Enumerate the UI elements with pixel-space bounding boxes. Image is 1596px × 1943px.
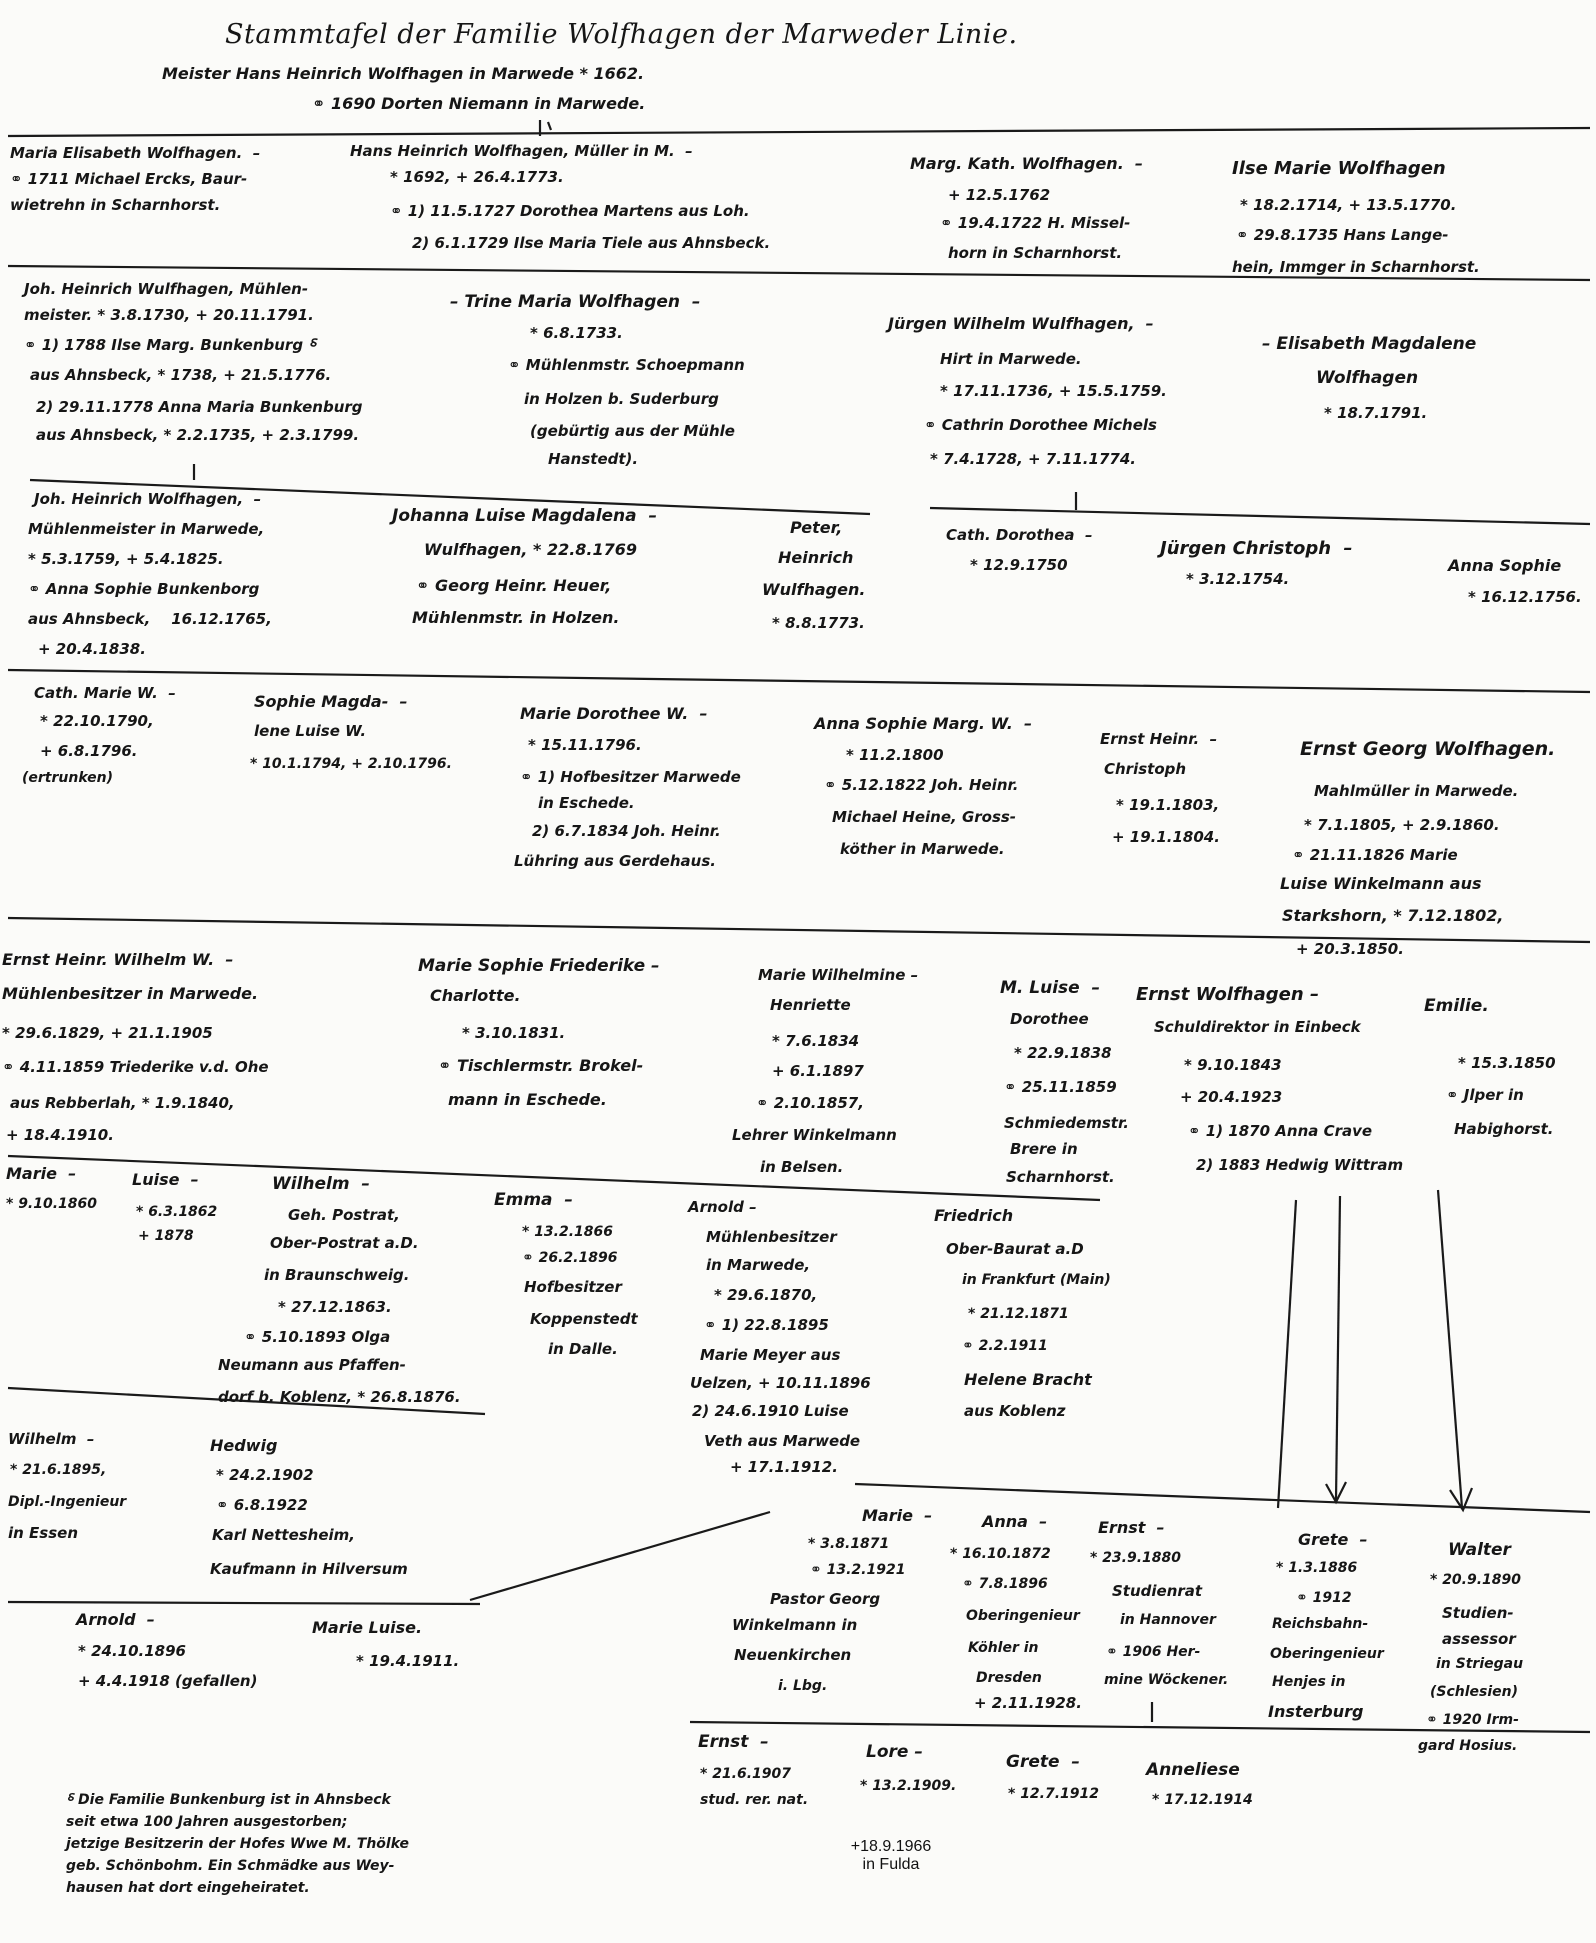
person-name: Lore – [866, 1742, 923, 1762]
person-detail: Mahlmüller in Marwede. [1314, 782, 1519, 800]
person-name: Charlotte. [430, 986, 521, 1005]
person-detail: aus Ahnsbeck, 16.12.1765, [28, 610, 272, 628]
person-detail: * 21.12.1871 [968, 1306, 1069, 1322]
person-detail: Mühlenbesitzer in Marwede. [2, 984, 259, 1003]
person-detail: in Marwede, [706, 1256, 811, 1274]
person-detail: * 9.10.1843 [1184, 1056, 1282, 1074]
person-detail: ⚭ 1906 Her- [1106, 1644, 1201, 1660]
person-detail: Hofbesitzer [524, 1278, 622, 1296]
person-name: Christoph [1104, 760, 1187, 778]
gen2-bar-right [930, 508, 1590, 524]
person-detail: ⚭ 21.11.1826 Marie [1292, 846, 1458, 864]
person-name: Ernst Heinr. Wilhelm W. – [2, 950, 234, 969]
person-name: Emma – [494, 1190, 573, 1210]
person-detail: * 23.9.1880 [1090, 1550, 1182, 1566]
person-name: Marie Luise. [312, 1618, 423, 1637]
person-name: Wolfhagen [1316, 368, 1419, 388]
person-detail: + 17.1.1912. [730, 1458, 838, 1476]
person-detail: ⚭ 1711 Michael Ercks, Baur- [10, 170, 248, 188]
person-detail: Schuldirektor in Einbeck [1154, 1018, 1361, 1036]
person-detail: mine Wöckener. [1104, 1672, 1229, 1688]
person-detail: ⚭ Jlper in [1446, 1086, 1524, 1104]
person-name: Emilie. [1424, 996, 1489, 1016]
person-detail: Studien- [1442, 1604, 1514, 1622]
person-name: Anneliese [1146, 1760, 1240, 1780]
person-detail: * 3.10.1831. [462, 1024, 566, 1042]
person-detail: ⚭ Mühlenmstr. Schoepmann [508, 356, 745, 374]
person-name: – Trine Maria Wolfhagen – [450, 292, 701, 312]
person-detail: + 6.8.1796. [40, 742, 138, 760]
person-detail: Köhler in [968, 1640, 1039, 1656]
person-detail: horn in Scharnhorst. [948, 244, 1123, 262]
person-detail: Neumann aus Pfaffen- [218, 1356, 406, 1374]
person-detail: * 19.1.1803, [1116, 796, 1220, 814]
person-detail: Oberingenieur [966, 1608, 1080, 1624]
person-name: Joh. Heinrich Wulfhagen, Mühlen- [24, 280, 309, 298]
gen3-lower-bar [8, 670, 1590, 692]
person-detail: + 4.4.1918 (gefallen) [78, 1672, 258, 1690]
person-name: Arnold – [688, 1198, 757, 1216]
person-name: Heinrich [778, 548, 854, 567]
footnote-line: geb. Schönbohm. Ein Schmädke aus Wey- [66, 1858, 395, 1874]
person-detail: + 12.5.1762 [948, 186, 1051, 204]
person-detail: * 18.7.1791. [1324, 404, 1428, 422]
person-name: Friedrich [934, 1206, 1014, 1225]
person-name: Dorothee [1010, 1010, 1089, 1028]
person-detail: Wulfhagen, * 22.8.1769 [424, 540, 638, 559]
person-detail: 2) 6.7.1834 Joh. Heinr. [532, 822, 721, 840]
person-detail: mann in Eschede. [448, 1090, 607, 1109]
gen7b-bar [8, 1602, 480, 1604]
gen1-bar [8, 128, 1590, 136]
person-detail: * 1.3.1886 [1276, 1560, 1358, 1576]
person-detail: * 20.9.1890 [1430, 1572, 1522, 1588]
person-detail: * 22.10.1790, [40, 712, 154, 730]
person-detail: assessor [1442, 1630, 1516, 1648]
person-detail: * 13.2.1866 [522, 1224, 614, 1240]
person-name: Ernst Georg Wolfhagen. [1300, 738, 1556, 760]
person-detail: ⚭ 7.8.1896 [962, 1576, 1048, 1592]
person-detail: ⚭ 5.12.1822 Joh. Heinr. [824, 776, 1019, 794]
person-detail: Hanstedt). [548, 450, 639, 468]
person-name: Johanna Luise Magdalena – [392, 506, 657, 526]
person-detail: * 16.10.1872 [950, 1546, 1051, 1562]
person-detail: * 29.6.1829, + 21.1.1905 [2, 1024, 213, 1042]
person-detail: Habighorst. [1454, 1120, 1554, 1138]
person-detail: ⚭ 1920 Irm- [1426, 1712, 1519, 1728]
person-detail: 2) 1883 Hedwig Wittram [1196, 1156, 1404, 1174]
ernst-descendants-arrow-3 [1438, 1190, 1462, 1508]
person-detail: Lühring aus Gerdehaus. [514, 852, 716, 870]
person-detail: * 22.9.1838 [1014, 1044, 1112, 1062]
person-detail: * 27.12.1863. [278, 1298, 392, 1316]
person-detail: Uelzen, + 10.11.1896 [690, 1374, 871, 1392]
person-detail: Mühlenmeister in Marwede, [28, 520, 265, 538]
person-detail: + 20.3.1850. [1296, 940, 1404, 958]
document-title: Stammtafel der Familie Wolfhagen der Marweder Linie. [225, 19, 1018, 50]
small-stroke [548, 122, 551, 130]
person-detail: * 24.2.1902 [216, 1466, 314, 1484]
person-detail: Oberingenieur [1270, 1646, 1384, 1662]
person-detail: * 7.6.1834 [772, 1032, 860, 1050]
person-detail: * 17.11.1736, + 15.5.1759. [940, 382, 1167, 400]
person-detail: Scharnhorst. [1006, 1168, 1115, 1186]
person-detail: ⚭ 1) 1788 Ilse Marg. Bunkenburg ⸹ [24, 336, 316, 354]
person-detail: + 20.4.1923 [1180, 1088, 1283, 1106]
person-detail: + 6.1.1897 [772, 1062, 864, 1080]
person-detail: + 1878 [138, 1228, 194, 1244]
person-name: Ernst – [698, 1732, 769, 1752]
footnote-line: hausen hat dort eingeheiratet. [66, 1880, 310, 1896]
person-detail: Neuenkirchen [734, 1646, 852, 1664]
person-detail: * 12.9.1750 [970, 556, 1068, 574]
person-detail: 2) 6.1.1729 Ilse Maria Tiele aus Ahnsbeck. [412, 234, 771, 252]
person-detail: Dresden [976, 1670, 1042, 1686]
person-detail: in Dalle. [548, 1340, 618, 1358]
person-name: Jürgen Christoph – [1160, 538, 1353, 559]
person-name: Wulfhagen. [762, 580, 866, 599]
person-detail: ⚭ 1) 1870 Anna Crave [1188, 1122, 1373, 1140]
person-detail: ⚭ 1912 [1296, 1590, 1352, 1606]
person-name: Henriette [770, 996, 851, 1014]
person-detail: * 8.8.1773. [772, 614, 865, 632]
person-detail: * 21.6.1907 [700, 1766, 792, 1782]
person-detail: in Striegau [1436, 1656, 1524, 1672]
person-detail: 2) 24.6.1910 Luise [692, 1402, 849, 1420]
person-name: Anna Sophie [1448, 556, 1562, 575]
person-name: Ernst – [1098, 1518, 1165, 1537]
person-detail: + 20.4.1838. [38, 640, 146, 658]
person-detail: Koppenstedt [530, 1310, 638, 1328]
person-detail: ⚭ 6.8.1922 [216, 1496, 308, 1514]
person-detail: * 13.2.1909. [860, 1778, 957, 1794]
person-detail: in Eschede. [538, 794, 635, 812]
person-detail: Michael Heine, Gross- [832, 808, 1017, 826]
footnote-line: jetzige Besitzerin der Hofes Wwe M. Thölke [66, 1836, 410, 1852]
person-detail: * 17.12.1914 [1152, 1792, 1253, 1808]
person-detail: * 6.8.1733. [530, 324, 623, 342]
person-name: Wilhelm – [272, 1174, 370, 1194]
person-detail: in Essen [8, 1524, 78, 1542]
person-detail: ⚭ 2.10.1857, [756, 1094, 864, 1112]
footnote-line: seit etwa 100 Jahren ausgestorben; [66, 1814, 348, 1830]
person-detail: * 5.3.1759, + 5.4.1825. [28, 550, 224, 568]
person-detail: Luise Winkelmann aus [1280, 874, 1482, 893]
person-detail: ⚭ 25.11.1859 [1004, 1078, 1117, 1096]
person-detail: in Belsen. [760, 1158, 844, 1176]
person-name: Grete – [1006, 1752, 1080, 1772]
person-name: Hedwig [210, 1436, 278, 1455]
person-name: Wilhelm – [8, 1430, 95, 1448]
person-detail: in Braunschweig. [264, 1266, 410, 1284]
person-detail: aus Ahnsbeck, * 2.2.1735, + 2.3.1799. [36, 426, 360, 444]
person-detail: * 15.3.1850 [1458, 1054, 1556, 1072]
person-name: Walter [1448, 1540, 1511, 1560]
person-detail: * 29.6.1870, [714, 1286, 818, 1304]
person-detail: Winkelmann in [732, 1616, 858, 1634]
person-detail: in Hannover [1120, 1612, 1216, 1628]
person-name: Marie Sophie Friederike – [418, 956, 660, 976]
root-ancestor-line1: Meister Hans Heinrich Wolfhagen in Marwede * 1662. [162, 64, 645, 83]
person-detail: (Schlesien) [1430, 1684, 1519, 1700]
person-detail: dorf b. Koblenz, * 26.8.1876. [218, 1388, 461, 1406]
person-name: Ilse Marie Wolfhagen [1232, 158, 1446, 179]
person-name: Grete – [1298, 1530, 1368, 1549]
person-detail: Mühlenmstr. in Holzen. [412, 608, 620, 627]
person-name: Joh. Heinrich Wolfhagen, – [34, 490, 262, 508]
person-detail: hein, Immger in Scharnhorst. [1232, 258, 1480, 276]
annotation-place: in Fulda [862, 1856, 920, 1873]
person-detail: Pastor Georg [770, 1590, 881, 1608]
person-name: Sophie Magda- – [254, 692, 408, 711]
person-detail: Reichsbahn- [1272, 1616, 1369, 1632]
person-detail: ⚭ 4.11.1859 Triederike v.d. Ohe [2, 1058, 269, 1076]
person-detail: wietrehn in Scharnhorst. [10, 196, 221, 214]
person-detail: Geh. Postrat, [288, 1206, 400, 1224]
person-detail: * 16.12.1756. [1468, 588, 1582, 606]
gen7c-bar [855, 1484, 1590, 1512]
person-detail: ⚭ 26.2.1896 [522, 1250, 618, 1266]
person-detail: ⚭ 19.4.1722 H. Missel- [940, 214, 1131, 232]
person-detail: ⚭ 1) Hofbesitzer Marwede [520, 768, 741, 786]
person-detail: Dipl.-Ingenieur [8, 1494, 127, 1510]
person-detail: Helene Bracht [964, 1370, 1092, 1389]
person-detail: Ober-Baurat a.D [946, 1240, 1084, 1258]
person-detail: * 1692, + 26.4.1773. [390, 168, 564, 186]
person-detail: ⚭ Georg Heinr. Heuer, [416, 576, 612, 595]
person-detail: * 24.10.1896 [78, 1642, 186, 1660]
typed-death-annotation [826, 1838, 956, 1874]
person-detail: (gebürtig aus der Mühle [530, 422, 735, 440]
person-name: Cath. Dorothea – [946, 526, 1093, 544]
person-detail: aus Rebberlah, * 1.9.1840, [10, 1094, 235, 1112]
person-name: Marie Wilhelmine – [758, 966, 919, 984]
gen7a-diagonal [470, 1512, 770, 1600]
person-detail: + 18.4.1910. [6, 1126, 114, 1144]
annotation-date: +18.9.1966 [850, 1838, 932, 1855]
person-detail: aus Ahnsbeck, * 1738, + 21.5.1776. [30, 366, 332, 384]
person-detail: Ober-Postrat a.D. [270, 1234, 419, 1252]
person-detail: + 2.11.1928. [974, 1694, 1082, 1712]
person-detail: * 7.1.1805, + 2.9.1860. [1304, 816, 1500, 834]
person-detail: in Frankfurt (Main) [962, 1272, 1111, 1288]
person-detail: stud. rer. nat. [700, 1792, 809, 1808]
person-detail: * 7.4.1728, + 7.11.1774. [930, 450, 1136, 468]
person-detail: ⚭ 5.10.1893 Olga [244, 1328, 391, 1346]
person-detail: * 3.8.1871 [808, 1536, 890, 1552]
person-detail: ⚭ Tischlermstr. Brokel- [438, 1056, 644, 1075]
ernst-descendants-arrow-1 [1278, 1200, 1296, 1508]
person-detail: Studienrat [1112, 1582, 1203, 1600]
person-name: Marie – [6, 1164, 77, 1183]
person-detail: ⚭ 29.8.1735 Hans Lange- [1236, 226, 1449, 244]
person-detail: ⚭ Cathrin Dorothee Michels [924, 416, 1157, 434]
person-detail: aus Koblenz [964, 1402, 1066, 1420]
person-name: Anna – [982, 1512, 1048, 1531]
person-name: – Elisabeth Magdalene [1262, 334, 1477, 354]
person-name: Arnold – [76, 1610, 155, 1629]
person-detail: Starkshorn, * 7.12.1802, [1282, 906, 1504, 925]
footnote-line: ⸹ Die Familie Bunkenburg ist in Ahnsbeck [66, 1792, 391, 1808]
ernst-descendants-arrow-2 [1336, 1196, 1340, 1500]
person-detail: in Holzen b. Suderburg [524, 390, 719, 408]
person-detail: 2) 29.11.1778 Anna Maria Bunkenburg [36, 398, 363, 416]
root-ancestor-line2: ⚭ 1690 Dorten Niemann in Marwede. [312, 94, 646, 113]
person-detail: Brere in [1010, 1140, 1078, 1158]
person-detail: ⚭ 2.2.1911 [962, 1338, 1048, 1354]
person-name: Cath. Marie W. – [34, 684, 176, 702]
person-detail: Insterburg [1268, 1702, 1364, 1721]
person-detail: ⚭ 1) 11.5.1727 Dorothea Martens aus Loh. [390, 202, 750, 220]
person-detail: Karl Nettesheim, [212, 1526, 355, 1544]
person-detail: ⚭ 13.2.1921 [810, 1562, 906, 1578]
person-detail: Henjes in [1272, 1674, 1346, 1690]
person-detail: Veth aus Marwede [704, 1432, 861, 1450]
person-detail: Lehrer Winkelmann [732, 1126, 897, 1144]
person-name: Jürgen Wilhelm Wulfhagen, – [888, 314, 1154, 333]
person-detail: gard Hosius. [1418, 1738, 1518, 1754]
person-detail: * 19.4.1911. [356, 1652, 460, 1670]
person-detail: (ertrunken) [22, 770, 113, 786]
person-detail: Marie Meyer aus [700, 1346, 841, 1364]
person-name: Marie – [862, 1506, 933, 1525]
person-detail: Mühlenbesitzer [706, 1228, 837, 1246]
person-detail: * 3.12.1754. [1186, 570, 1290, 588]
person-detail: ⚭ Anna Sophie Bunkenborg [28, 580, 260, 598]
person-detail: * 10.1.1794, + 2.10.1796. [250, 756, 452, 772]
person-name: Luise – [132, 1170, 199, 1189]
person-detail: + 19.1.1804. [1112, 828, 1220, 846]
person-detail: meister. * 3.8.1730, + 20.11.1791. [24, 306, 314, 324]
person-detail: * 15.11.1796. [528, 736, 642, 754]
person-detail: * 12.7.1912 [1008, 1786, 1100, 1802]
person-detail: Hirt in Marwede. [940, 350, 1082, 368]
person-detail: * 11.2.1800 [846, 746, 944, 764]
person-detail: köther in Marwede. [840, 840, 1005, 858]
person-name: Maria Elisabeth Wolfhagen. – [10, 144, 261, 162]
person-name: Ernst Heinr. – [1100, 730, 1218, 748]
person-detail: Schmiedemstr. [1004, 1114, 1129, 1132]
person-detail: Kaufmann in Hilversum [210, 1560, 408, 1578]
person-detail: ⚭ 1) 22.8.1895 [704, 1316, 829, 1334]
person-detail: * 9.10.1860 [6, 1196, 98, 1212]
person-detail: i. Lbg. [778, 1678, 828, 1694]
person-detail: * 6.3.1862 [136, 1204, 218, 1220]
person-name: Marie Dorothee W. – [520, 704, 708, 723]
person-detail: * 18.2.1714, + 13.5.1770. [1240, 196, 1457, 214]
person-detail: * 21.6.1895, [10, 1462, 107, 1478]
person-name: Marg. Kath. Wolfhagen. – [910, 154, 1143, 173]
person-name: lene Luise W. [254, 722, 367, 740]
person-name: Ernst Wolfhagen – [1136, 984, 1319, 1005]
person-name: Anna Sophie Marg. W. – [814, 714, 1032, 733]
person-name: Hans Heinrich Wolfhagen, Müller in M. – [350, 142, 693, 160]
person-name: Peter, [790, 518, 843, 537]
person-name: M. Luise – [1000, 978, 1101, 998]
